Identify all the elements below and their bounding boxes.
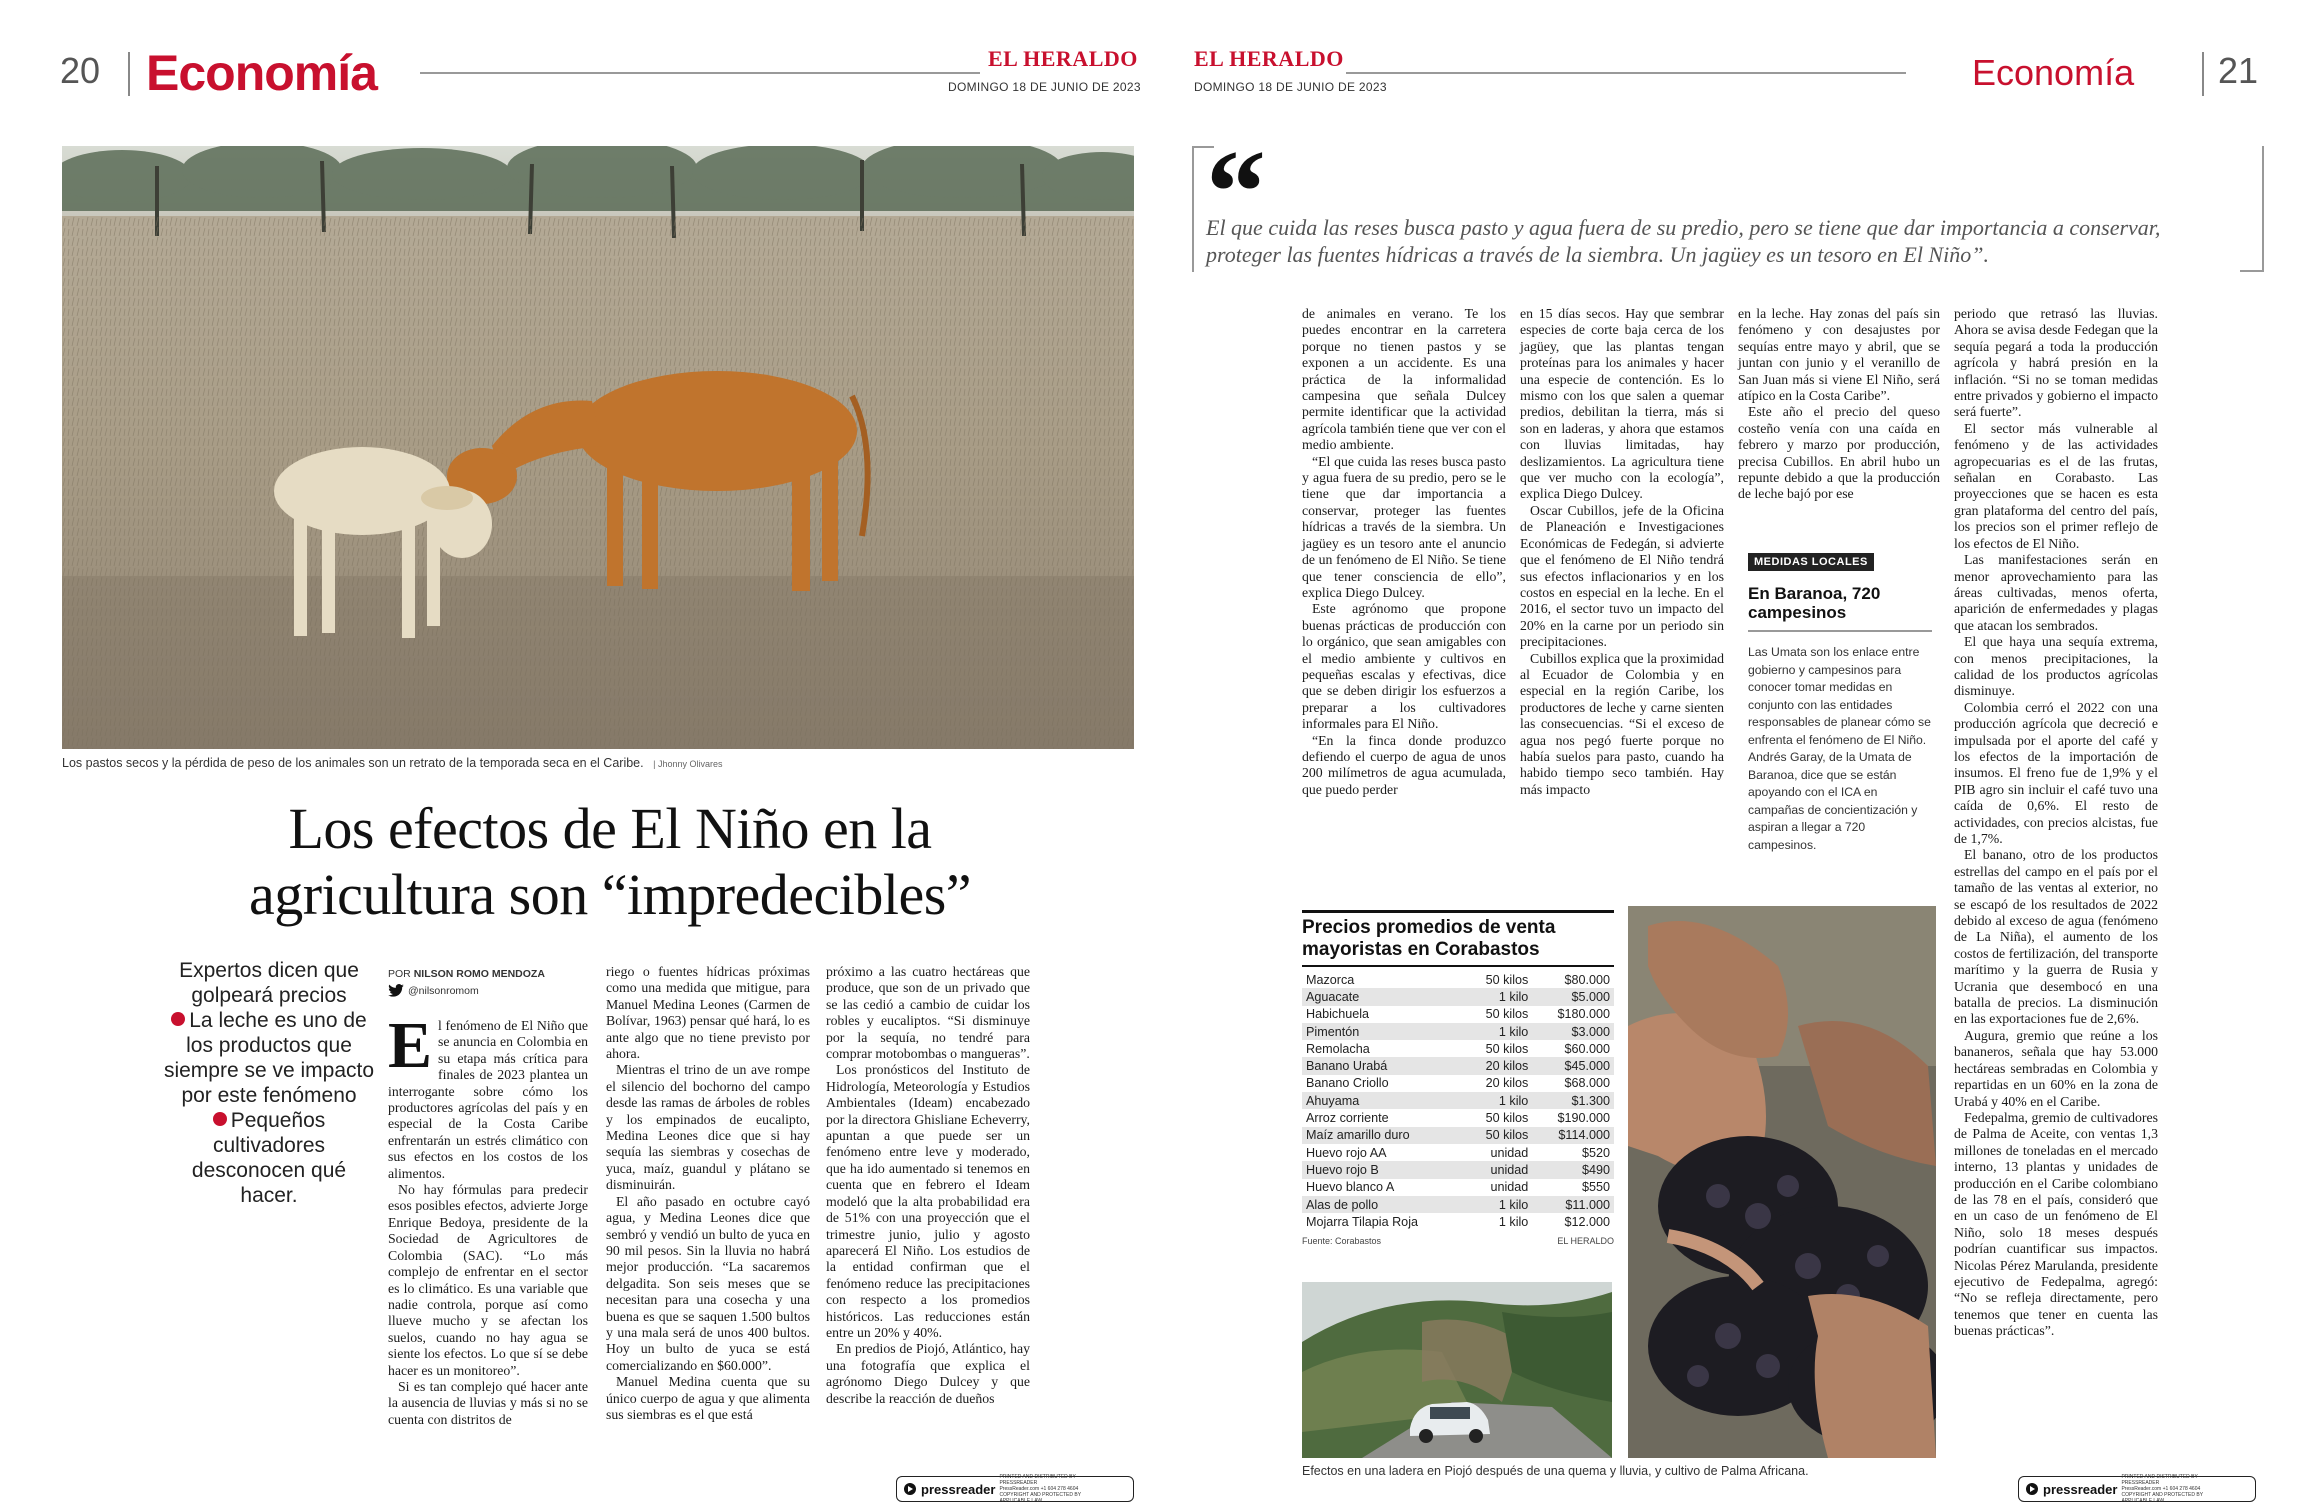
price-cell-unit: 20 kilos (1464, 1057, 1532, 1074)
price-cell-unit: unidad (1490, 1145, 1529, 1160)
article-column-4: de animales en verano. Te los puedes encontrar en la carretera porque no tienen pastos y se exponen a un accidente. Es una práctica de la informalidad campesina que señala Dulcey permite identificar que la actividad agrícola también tiene que ver con el medio ambiente. “El que cuida las reses busca pasto y agua fuera de su predio, pero se le tiene que dar importancia a conservar, proteger las fuentes hídricas a través de la siembra. Un jagüey es un tesoro ante el anuncio de un fenómeno de El Niño. Se tiene que tener consciencia de ello”, explica Diego Dulcey. Este agrónomo que propone buenas prácticas de producción con lo orgánico, que sean amigables con el medio ambiente y cultivos en pequeñas escalas y efectivas, dice que se deben dirigir los esfuerzos a preparar a los cultivadores informales para El Niño. “En la finca donde produzco defiendo el cuerpo de agua de unos 200 milímetros de agua acumulada, que puedo perder (1302, 306, 1506, 797)
left-pressreader-footer: pressreader PRINTED AND DISTRIBUTED BY PRESSREADER PressReader.com +1 604 278 4604 COPYRIGHT AND PROTECTED BY APPLICABLE LAW (896, 1476, 1134, 1502)
left-masthead: EL HERALDO (988, 46, 1138, 71)
price-cell-product: Banano Criollo (1306, 1076, 1389, 1091)
price-cell-unit: unidad (1490, 1180, 1529, 1195)
price-cell-product: Ahuyama (1302, 1092, 1464, 1109)
price-table-row (1302, 1179, 1614, 1196)
byline: POR NILSON ROMO MENDOZA @nilsonromom (388, 968, 545, 997)
price-table (1302, 971, 1614, 1230)
cows-caption-text: Los pastos secos y la pérdida de peso de los animales son un retrato de la temporada seca en el Caribe. (62, 756, 644, 770)
right-page-number: 21 (2218, 50, 2259, 91)
price-table-box (1302, 910, 1614, 1246)
price-cell-unit: 20 kilos (1485, 1076, 1529, 1091)
price-cell-price: $45.000 (1532, 1057, 1614, 1074)
price-cell-unit: 1 kilo (1464, 1092, 1532, 1109)
summary-bullet-2: Pequeños cultivadores desconocen qué hacer. (191, 1109, 347, 1207)
sidebar-box (1748, 552, 1932, 854)
price-cell-price: $520 (1581, 1145, 1610, 1160)
bullet-icon (171, 1012, 185, 1026)
price-cell-product: Banano Urabá (1302, 1057, 1464, 1074)
article-column-5: en 15 días secos. Hay que sembrar especies de corte baja cerca de los jagüey, que las plantas tengan proteínas para los animales y hacer una especie de contención. Es lo mismo con los que salen a quemar predios, debilitan la tierra, más si son en laderas, y ahora que estamos con lluvias limitadas, hay deslizamientos. La agricultura tiene que ver mucho con la ecología”, explica Diego Dulcey. Oscar Cubillos, jefe de la Oficina de Planeación e Investigaciones Económicas de Fedegán, si advierte que el fenómeno de El Niño tendrá sus efectos inflacionarios y en los costos en especial en la leche. En el 2016, el sector tuvo un impacto del 20% en la carne por un periodo sin precipitaciones. Cubillos explica que la proximidad al Ecuador de Colombia y en especial en la región Caribe, los productores de leche y carne sienten las consecuencias. “Si el exceso de agua nos pegó fuerte porque no había suelos para pasto, cuando ha habido tiempo seco también. Hay más impacto (1520, 306, 1724, 797)
palm-fruit-photo (1628, 906, 1936, 1458)
price-table-row (1302, 988, 1614, 1005)
article-headline (180, 796, 1040, 928)
quote-left-rule (1192, 146, 1194, 272)
byline-twitter-handle: @nilsonromom (408, 984, 479, 997)
summary-intro: Expertos dicen que golpeará precios (179, 959, 359, 1007)
price-cell-price: $3.000 (1532, 1023, 1614, 1040)
price-cell-unit: 50 kilos (1485, 972, 1529, 987)
price-cell-price: $180.000 (1557, 1007, 1610, 1022)
pressreader-logo-icon (2025, 1482, 2039, 1496)
price-cell-product: Huevo blanco A (1306, 1180, 1395, 1195)
price-table-row (1302, 1075, 1614, 1092)
price-cell-price: $68.000 (1564, 1076, 1610, 1091)
article-column-7: periodo que retrasó las lluvias. Ahora se avisa desde Fedegan que la sequía pegará a toda la producción agrícola y habrá presión en la inflación. “Si no se toman medidas entre privados y gobierno el impacto será fuerte”. El sector más vulnerable al fenómeno y de las actividades agropecuarias es el de las frutas, señalan en Corabasto. Las proyecciones que se hacen es esta gran plataforma del centro del país, los precios son el primer reflejo de los efectos de El Niño. Las manifestaciones serán en menor aprovechamiento para las áreas cultivadas, menos oferta, aparición de enfermedades y plagas que atacan los sembrados. El que haya una sequía extrema, con menos precipitaciones, la calidad de los productos agrícolas disminuye. Colombia cerró el 2022 con una producción agrícola que decreció e impulsada por el aporte del café y los efectos de la importación de insumos. El freno fue de 1,9% y el PIB agro sin incluir el café tuvo una caída de 0,6%. El resto de actividades, con precios alcistas, fue de 1,7%. El banano, otro de los productos estrellas del campo en el país por el tamaño de las ventas al exterior, no se escapó de los resultados de 2022 debido al exceso de agua (fenómeno de La Niña), el aumento de los costos de fertilización, del transporte marítimo y la guerra de Rusia y Ucrania que desembocó en una batalla de precios. La disminución en las exportaciones fue de 2,6%. Augura, gremio que reúne a los bananeros, señala que hay 53.000 hectáreas sembradas en Colombia y repartidas en un 60% en la zona de Urabá y 40% en el Caribe. Fedepalma, gremio de cultivadores de Palma de Aceite, con ventas 1,3 millones de toneladas en el mercado interno, 13 plantas y unidades de producción en el Caribe colombiano de las 78 en el país, consideró que en un caso de un fenómeno de El Niño, solo 18 meses después podrían cuantificar sus impactos. Nicolas Pérez Marulanda, presidente ejecutivo de Fedepalma, agregó: “No se refleja directamente, pero tenemos que tener en cuenta las buenas prácticas”. (1954, 306, 2158, 1339)
price-cell-unit: 1 kilo (1464, 1196, 1532, 1213)
headline-line-2: agricultura son “impredecibles” (248, 862, 972, 927)
right-dateline: DOMINGO 18 DE JUNIO DE 2023 (1194, 80, 1387, 94)
price-cell-price: $490 (1532, 1161, 1614, 1178)
article-column-1: El fenómeno de El Niño que se anuncia en Colombia en su etapa más crítica para finales de 2023 plantea un interrogante sobre cómo los productores agrícolas del país y en especial de la Costa Caribe enfrentarán un estrés climático con sus efectos en los costos de los alimentos. No hay fórmulas para predecir esos posibles efectos, advierte Jorge Enrique Bedoya, presidente de la Sociedad de Agricultores de Colombia (SAC). “Lo más complejo de enfrentar en el sector es lo climático. Es una variable que nadie controla, porque así como llueve mucho y se afectan los suelos, cuando no hay agua se siente los efectos. Lo que sí se debe hacer es un monitoreo”. Si es tan complejo qué hacer ante la ausencia de lluvias y más si no se cuenta con distritos de (388, 1009, 588, 1427)
price-table-row (1302, 1057, 1614, 1074)
price-table-row (1302, 1006, 1614, 1023)
dropcap-letter: E (388, 1009, 433, 1082)
price-cell-price: $60.000 (1564, 1041, 1610, 1056)
left-section-title: Economía (146, 45, 377, 101)
twitter-bird-icon (388, 984, 404, 997)
headline-line-1: Los efectos de El Niño en la (288, 796, 932, 861)
price-cell-unit: 50 kilos (1485, 1041, 1529, 1056)
price-cell-product: Pimentón (1302, 1023, 1464, 1040)
price-cell-product: Huevo rojo AA (1306, 1145, 1387, 1160)
bottom-photo-caption: Efectos en una ladera en Piojó después de una quema y lluvia, y cultivo de Palma Africana. (1302, 1464, 1809, 1478)
price-table-title: Precios promedios de venta mayoristas en Corabastos (1302, 917, 1556, 960)
price-table-row (1302, 1196, 1614, 1213)
hillside-road-photo (1302, 1282, 1612, 1458)
price-cell-unit: 50 kilos (1485, 1111, 1529, 1126)
price-cell-product: Maíz amarillo duro (1302, 1127, 1464, 1144)
price-table-row (1302, 971, 1614, 988)
article-column-3: próximo a las cuatro hectáreas que produce, que son de un privado que se las cedió a cambio de cuidar los robles y eucaliptos. “Si disminuye por la sequía, no tendré para comprar motobombas o mangueras”. Los pronósticos del Instituto de Hidrología, Meteorología y Estudios Ambientales (Ideam) encabezado por la directora Ghisliane Echeverry, apuntan a que puede ser un fenómeno entre leve y moderado, que ha ido aumentado si tenemos en cuenta que en febrero el Ideam modeló que la alta probabilidad era de 51% con una proyección que el trimestre junio, julio y agosto aparecerá El Niño. Los estudios de la entidad confirman que el fenómeno reduce las precipitaciones con respecto a los promedios históricos. Las reducciones están entre un 20% y 40%. En predios de Piojó, Atlántico, hay una fotografía que explica el agrónomo Diego Dulcey y que describe la reacción de dueños (826, 964, 1030, 1406)
price-table-row (1302, 1144, 1614, 1161)
right-masthead: EL HERALDO (1194, 46, 1344, 71)
price-cell-price: $1.300 (1532, 1092, 1614, 1109)
price-cell-product: Habichuela (1306, 1007, 1370, 1022)
price-cell-unit: unidad (1464, 1161, 1532, 1178)
price-cell-unit: 1 kilo (1498, 1214, 1529, 1229)
left-header-divider (128, 52, 130, 96)
price-table-row (1302, 1092, 1614, 1109)
summary-bullet-1: La leche es uno de los productos que siempre se ve impacto por este fenómeno (163, 1009, 375, 1107)
price-cell-price: $5.000 (1532, 988, 1614, 1005)
sidebar-text: Las Umata son los enlace entre gobierno y campesinos para conocer tomar medidas en conjunto con las entidades responsables de planear cómo se enfrenta el fenómeno de El Niño. Andrés Garay, de la Umata de Baranoa, dice que se están apoyando con el ICA en campañas de concientización y aspiran a llegar a 720 campesinos. (1748, 645, 1931, 852)
price-table-row (1302, 1109, 1614, 1126)
cows-photo-caption: Los pastos secos y la pérdida de peso de los animales son un retrato de la temporada seca en el Caribe. | Jhonny Olivares (62, 756, 723, 770)
price-table-row (1302, 1023, 1614, 1040)
left-page-number: 20 (60, 50, 101, 91)
price-table-row (1302, 1040, 1614, 1057)
price-cell-price: $80.000 (1564, 972, 1610, 987)
article-column-6: en la leche. Hay zonas del país sin fenómeno y con desajustes por sequías entre mayo y abril, que se juntan con junio y el veranillo de San Juan más si viene El Niño, será atípico en la Costa Caribe”. Este año el precio del queso costeño venía con una caída en febrero y marzo por producción, precisa Cubillos. En abril hubo un repunte debido a que la producción de leche bajó por ese (1738, 306, 1940, 502)
pressreader-logo-icon (903, 1482, 917, 1496)
quote-right-rule (2262, 146, 2264, 272)
price-cell-price: $550 (1581, 1180, 1610, 1195)
price-table-row (1302, 1213, 1614, 1230)
right-header-rule (1346, 72, 1906, 74)
price-table-row (1302, 1127, 1614, 1144)
bullet-icon (213, 1112, 227, 1126)
right-header-divider (2202, 52, 2204, 96)
price-cell-product: Huevo rojo B (1302, 1161, 1464, 1178)
price-cell-price: $114.000 (1532, 1127, 1614, 1144)
article-summary (162, 958, 376, 1208)
price-cell-unit: 50 kilos (1464, 1127, 1532, 1144)
price-cell-product: Remolacha (1306, 1041, 1370, 1056)
left-dateline: DOMINGO 18 DE JUNIO DE 2023 (948, 80, 1141, 94)
left-header-rule (420, 72, 980, 74)
price-cell-unit: 1 kilo (1464, 988, 1532, 1005)
price-cell-unit: 50 kilos (1485, 1007, 1529, 1022)
sidebar-tag: MEDIDAS LOCALES (1748, 553, 1874, 571)
price-cell-product: Mojarra Tilapia Roja (1306, 1214, 1418, 1229)
price-cell-unit: 1 kilo (1464, 1023, 1532, 1040)
price-cell-price: $12.000 (1564, 1214, 1610, 1229)
price-cell-product: Mazorca (1306, 972, 1355, 987)
right-section-title: Economía (1972, 52, 2135, 93)
cows-photo-credit: Jhonny Olivares (657, 759, 723, 769)
article-column-2: riego o fuentes hídricas próximas como una medida que mitigue, para Manuel Medina Leones (Carmen de Bolívar, 1963) pensar qué hará, lo es ante algo que no tiene previsto por ahora. Mientras el trino de un ave rompe el silencio del bochorno del campo desde las ramas de árboles de robles y los empinados de eucalipto, Medina Leones dice que si hay sequía las siembras y cosechas de yuca, maíz, guandul y plátano se disminuirán. El año pasado en octubre cayó agua, y Medina Leones dice que sembró y vendió un bulto de yuca en 90 mil pesos. Sin la lluvia no habrá mejor producción. “La sacaremos delgadita. Son seis meses que se necesitan para una cosecha y una buena es que se saquen 1.500 bultos y una mala será de unos 400 bultos. Hoy un bulto de yuca se está comercializando en $60.000”. Manuel Medina cuenta que su único cuerpo de agua y que alimenta sus siembras es el que está (606, 964, 810, 1422)
price-table-source: Fuente: Corabastos (1302, 1236, 1382, 1247)
sidebar-title: En Baranoa, 720 campesinos (1748, 584, 1881, 622)
price-cell-product: Arroz corriente (1306, 1111, 1389, 1126)
price-cell-price: $11.000 (1532, 1196, 1614, 1213)
price-cell-price: $190.000 (1557, 1111, 1610, 1126)
price-table-publisher: EL HERALDO (1557, 1236, 1614, 1247)
price-cell-product: Aguacate (1302, 988, 1464, 1005)
price-cell-product: Alas de pollo (1302, 1196, 1464, 1213)
price-table-row (1302, 1161, 1614, 1178)
right-pressreader-footer: pressreader PRINTED AND DISTRIBUTED BY PRESSREADER PressReader.com +1 604 278 4604 COPYRIGHT AND PROTECTED BY APPLICABLE LAW (2018, 1476, 2256, 1502)
byline-author: NILSON ROMO MENDOZA (413, 968, 545, 980)
quote-mark-icon: “ (1206, 125, 1266, 258)
cows-photo (62, 146, 1134, 749)
pull-quote: El que cuida las reses busca pasto y agua fuera de su predio, pero se tiene que dar importancia a conservar, proteger las fuentes hídricas a través de la siembra. Un jagüey es un tesoro en El Niño”. (1206, 215, 2161, 267)
